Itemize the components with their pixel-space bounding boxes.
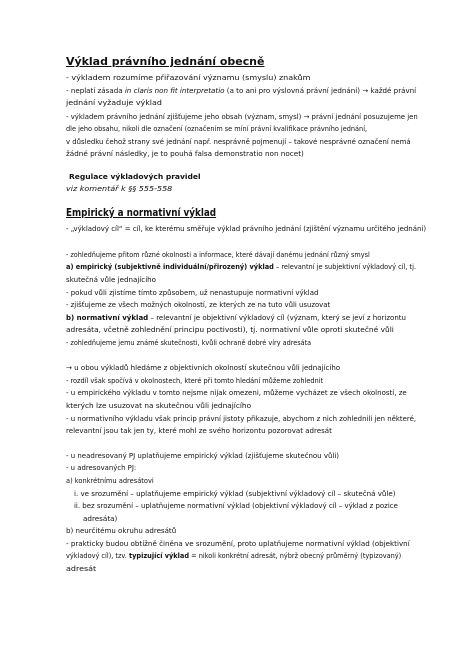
text-line: výkladový cíl), tzv. typizující výklad = nikoli konkrétní adresát, nýbrž obecný průměrný (typizovaný)	[66, 551, 402, 560]
text-line: a) empirický (subjektivně individuální/přirozený) výklad – relevantní je subjektivní výkladový cíl, tj.	[66, 262, 417, 271]
text-line: - „výkladový cíl“ = cíl, ke kterému směřuje výklad právního jednání (zjištění významu určitého jednání)	[66, 224, 427, 233]
text-line: → u obou výkladů hledáme z objektivních okolností skutečnou vůli jednajícího	[66, 363, 341, 372]
section-heading-empiricky-normativni: Empirický a normativní výklad	[66, 208, 217, 219]
text-line: kterých lze usuzovat na skutečnou vůli jednajícího	[66, 401, 252, 410]
text-line: adresáta, včetně zohlednění principu poctivosti), tj. normativní vůle oproti skutečné vůli	[66, 325, 394, 334]
text-line: adresát	[66, 564, 97, 573]
text-line: žádné právní následky, je to pouhá falsa demonstratio non nocet)	[66, 149, 304, 158]
text-line: b) normativní výklad – relevantní je objektivní výkladový cíl (význam, který se jeví z horizontu	[66, 313, 407, 322]
section-heading-vyklad-obecne: Výklad právního jednání obecně	[66, 57, 265, 68]
text-line: - neplatí zásada in claris non fit interpretatio (a to ani pro výslovná právní jednání) → každé právní	[66, 86, 417, 95]
text-line: - u adresovaných PJ:	[66, 463, 137, 472]
subheading-regulace: Regulace výkladových pravidel	[69, 172, 201, 181]
text-line: a) konkrétnímu adresátovi	[66, 476, 154, 485]
text-line: - výkladem právního jednání zjišťujeme jeho obsah (význam, smysl) → právní jednání posuzujeme jen	[66, 112, 418, 121]
text-line: v důsledku čehož strany své jednání např. nesprávně pojmenují – takové nesprávné označení nemá	[66, 137, 411, 146]
text-line: b) neurčitému okruhu adresátů	[66, 526, 177, 535]
text-line: i. ve srozumění – uplatňujeme empirický výklad (subjektivní výkladový cíl – skutečná vůle)	[74, 489, 396, 498]
text-line: - zjišťujeme ze všech možných okolností, ze kterých ze na tuto vůli usuzovat	[66, 300, 331, 309]
text-line: jednání vyžaduje výklad	[66, 98, 162, 107]
text-line: relevantní jsou tak jen ty, které mohl ze svého horizontu pozorovat adresát	[66, 426, 332, 435]
text-line: - u normativního výkladu však princip právní jistoty přikazuje, abychom z nich zohlednili jen některé,	[66, 414, 417, 423]
text-line: - rozdíl však spočívá v okolnostech, které při tomto hledání můžeme zohlednit	[66, 376, 324, 385]
text-line: - pokud vůli zjistíme tímto způsobem, už nenastupuje normativní výklad	[66, 288, 319, 297]
text-line: skutečná vůle jednajícího	[66, 275, 157, 284]
text-line: ii. bez srozumění – uplatňujeme normativní výklad (objektivní výkladový cíl – výklad z pozice	[74, 501, 398, 510]
text-line: - zohledňujeme přitom různé okolnosti a informace, které dávají danému jednání různý smysl	[66, 250, 370, 259]
text-line: - zohledňujeme jemu známé skutečnosti, kvůli ochraně dobré víry adresáta	[66, 338, 312, 347]
text-line: - výkladem rozumíme přiřazování významu (smyslu) znakům	[66, 73, 311, 82]
text-line: dle jeho obsahu, nikoli dle označení (označením se míní právní kvalifikace právního jednání,	[66, 124, 368, 133]
text-line: - u empirického výkladu v tomto nejsme nijak omezeni, můžeme vycházet ze všech okolností, ze	[66, 388, 407, 397]
text-line: adresáta)	[83, 514, 118, 523]
reference-line: viz komentář k §§ 555-558	[66, 184, 173, 193]
text-line: - prakticky budou obtížně činěna ve srozumění, proto uplatňujeme normativní výklad (objektivní	[66, 539, 410, 548]
text-line: - u neadresovaný PJ uplatňujeme empirický výklad (zjišťujeme skutečnou vůli)	[66, 451, 339, 460]
